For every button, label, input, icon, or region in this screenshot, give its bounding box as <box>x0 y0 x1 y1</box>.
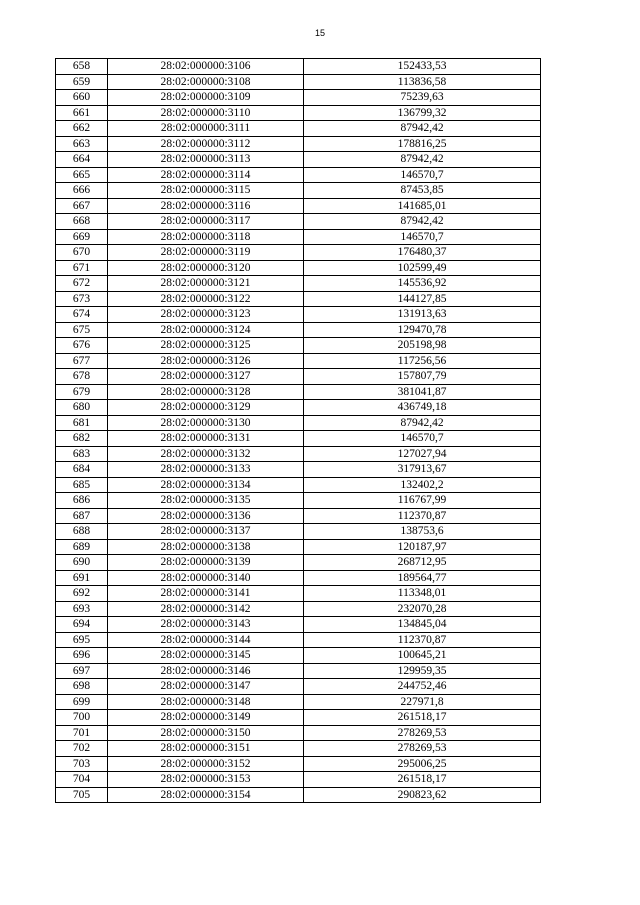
row-number-cell: 674 <box>56 307 108 323</box>
row-number-cell: 664 <box>56 152 108 168</box>
cadastral-number-cell: 28:02:000000:3132 <box>108 446 304 462</box>
cadastral-value-cell: 116767,99 <box>304 493 541 509</box>
cadastral-value-cell: 134845,04 <box>304 617 541 633</box>
cadastral-number-cell: 28:02:000000:3144 <box>108 632 304 648</box>
cadastral-value-cell: 146570,7 <box>304 167 541 183</box>
row-number-cell: 669 <box>56 229 108 245</box>
cadastral-number-cell: 28:02:000000:3108 <box>108 74 304 90</box>
cadastral-value-cell: 227971,8 <box>304 694 541 710</box>
cadastral-number-cell: 28:02:000000:3121 <box>108 276 304 292</box>
table-row <box>56 787 541 803</box>
row-number-cell: 663 <box>56 136 108 152</box>
cadastral-number-cell: 28:02:000000:3116 <box>108 198 304 214</box>
table-row <box>56 617 541 633</box>
cadastral-value-cell: 436749,18 <box>304 400 541 416</box>
table-row <box>56 198 541 214</box>
row-number-cell: 660 <box>56 90 108 106</box>
row-number-cell: 690 <box>56 555 108 571</box>
cadastral-number-cell: 28:02:000000:3134 <box>108 477 304 493</box>
cadastral-value-cell: 112370,87 <box>304 632 541 648</box>
row-number-cell: 680 <box>56 400 108 416</box>
cadastral-value-cell: 136799,32 <box>304 105 541 121</box>
table-row <box>56 214 541 230</box>
table-row <box>56 121 541 137</box>
table-row <box>56 400 541 416</box>
cadastral-value-cell: 87942,42 <box>304 152 541 168</box>
table-row <box>56 74 541 90</box>
cadastral-number-cell: 28:02:000000:3147 <box>108 679 304 695</box>
row-number-cell: 662 <box>56 121 108 137</box>
row-number-cell: 699 <box>56 694 108 710</box>
table-row <box>56 136 541 152</box>
cadastral-number-cell: 28:02:000000:3154 <box>108 787 304 803</box>
cadastral-number-cell: 28:02:000000:3113 <box>108 152 304 168</box>
cadastral-value-cell: 146570,7 <box>304 229 541 245</box>
row-number-cell: 685 <box>56 477 108 493</box>
row-number-cell: 678 <box>56 369 108 385</box>
cadastral-number-cell: 28:02:000000:3112 <box>108 136 304 152</box>
cadastral-value-cell: 131913,63 <box>304 307 541 323</box>
cadastral-number-cell: 28:02:000000:3109 <box>108 90 304 106</box>
cadastral-number-cell: 28:02:000000:3141 <box>108 586 304 602</box>
row-number-cell: 668 <box>56 214 108 230</box>
row-number-cell: 671 <box>56 260 108 276</box>
table-row <box>56 152 541 168</box>
row-number-cell: 670 <box>56 245 108 261</box>
table-row <box>56 353 541 369</box>
table-row <box>56 307 541 323</box>
row-number-cell: 688 <box>56 524 108 540</box>
cadastral-number-cell: 28:02:000000:3106 <box>108 59 304 75</box>
cadastral-value-cell: 268712,95 <box>304 555 541 571</box>
cadastral-value-cell: 278269,53 <box>304 725 541 741</box>
cadastral-number-cell: 28:02:000000:3129 <box>108 400 304 416</box>
row-number-cell: 679 <box>56 384 108 400</box>
table-row <box>56 508 541 524</box>
table-row <box>56 431 541 447</box>
cadastral-value-table <box>55 58 541 803</box>
cadastral-value-cell: 145536,92 <box>304 276 541 292</box>
cadastral-value-cell: 244752,46 <box>304 679 541 695</box>
cadastral-number-cell: 28:02:000000:3122 <box>108 291 304 307</box>
cadastral-number-cell: 28:02:000000:3143 <box>108 617 304 633</box>
cadastral-number-cell: 28:02:000000:3145 <box>108 648 304 664</box>
table-row <box>56 384 541 400</box>
row-number-cell: 672 <box>56 276 108 292</box>
cadastral-number-cell: 28:02:000000:3148 <box>108 694 304 710</box>
cadastral-value-cell: 144127,85 <box>304 291 541 307</box>
cadastral-value-cell: 290823,62 <box>304 787 541 803</box>
row-number-cell: 704 <box>56 772 108 788</box>
cadastral-number-cell: 28:02:000000:3118 <box>108 229 304 245</box>
cadastral-value-cell: 100645,21 <box>304 648 541 664</box>
cadastral-number-cell: 28:02:000000:3119 <box>108 245 304 261</box>
table-row <box>56 555 541 571</box>
row-number-cell: 705 <box>56 787 108 803</box>
row-number-cell: 677 <box>56 353 108 369</box>
row-number-cell: 693 <box>56 601 108 617</box>
row-number-cell: 666 <box>56 183 108 199</box>
table-row <box>56 477 541 493</box>
table-row <box>56 260 541 276</box>
table-row <box>56 415 541 431</box>
cadastral-value-cell: 117256,56 <box>304 353 541 369</box>
table-row <box>56 229 541 245</box>
cadastral-value-cell: 141685,01 <box>304 198 541 214</box>
table-row <box>56 105 541 121</box>
cadastral-value-cell: 75239,63 <box>304 90 541 106</box>
row-number-cell: 691 <box>56 570 108 586</box>
cadastral-value-cell: 278269,53 <box>304 741 541 757</box>
table-row <box>56 679 541 695</box>
cadastral-value-cell: 189564,77 <box>304 570 541 586</box>
table-row <box>56 59 541 75</box>
row-number-cell: 681 <box>56 415 108 431</box>
table-row <box>56 756 541 772</box>
cadastral-value-cell: 261518,17 <box>304 772 541 788</box>
table-row <box>56 601 541 617</box>
cadastral-number-cell: 28:02:000000:3151 <box>108 741 304 757</box>
row-number-cell: 673 <box>56 291 108 307</box>
table-row <box>56 322 541 338</box>
row-number-cell: 703 <box>56 756 108 772</box>
cadastral-value-cell: 176480,37 <box>304 245 541 261</box>
cadastral-value-cell: 112370,87 <box>304 508 541 524</box>
row-number-cell: 692 <box>56 586 108 602</box>
row-number-cell: 696 <box>56 648 108 664</box>
cadastral-number-cell: 28:02:000000:3153 <box>108 772 304 788</box>
cadastral-number-cell: 28:02:000000:3120 <box>108 260 304 276</box>
cadastral-value-cell: 152433,53 <box>304 59 541 75</box>
row-number-cell: 659 <box>56 74 108 90</box>
table-row <box>56 493 541 509</box>
table-row <box>56 710 541 726</box>
cadastral-value-cell: 87453,85 <box>304 183 541 199</box>
cadastral-number-cell: 28:02:000000:3117 <box>108 214 304 230</box>
cadastral-number-cell: 28:02:000000:3114 <box>108 167 304 183</box>
cadastral-number-cell: 28:02:000000:3115 <box>108 183 304 199</box>
cadastral-value-cell: 205198,98 <box>304 338 541 354</box>
cadastral-number-cell: 28:02:000000:3152 <box>108 756 304 772</box>
cadastral-number-cell: 28:02:000000:3149 <box>108 710 304 726</box>
cadastral-value-cell: 129470,78 <box>304 322 541 338</box>
cadastral-number-cell: 28:02:000000:3140 <box>108 570 304 586</box>
cadastral-number-cell: 28:02:000000:3128 <box>108 384 304 400</box>
cadastral-number-cell: 28:02:000000:3126 <box>108 353 304 369</box>
table-row <box>56 291 541 307</box>
cadastral-number-cell: 28:02:000000:3137 <box>108 524 304 540</box>
table-row <box>56 648 541 664</box>
cadastral-value-cell: 113836,58 <box>304 74 541 90</box>
row-number-cell: 665 <box>56 167 108 183</box>
cadastral-number-cell: 28:02:000000:3124 <box>108 322 304 338</box>
cadastral-value-cell: 102599,49 <box>304 260 541 276</box>
cadastral-number-cell: 28:02:000000:3150 <box>108 725 304 741</box>
row-number-cell: 701 <box>56 725 108 741</box>
cadastral-value-cell: 87942,42 <box>304 214 541 230</box>
cadastral-value-cell: 127027,94 <box>304 446 541 462</box>
cadastral-number-cell: 28:02:000000:3131 <box>108 431 304 447</box>
table-row <box>56 183 541 199</box>
cadastral-value-cell: 120187,97 <box>304 539 541 555</box>
table-row <box>56 167 541 183</box>
cadastral-value-cell: 261518,17 <box>304 710 541 726</box>
row-number-cell: 676 <box>56 338 108 354</box>
table-row <box>56 632 541 648</box>
row-number-cell: 658 <box>56 59 108 75</box>
cadastral-number-cell: 28:02:000000:3130 <box>108 415 304 431</box>
table-row <box>56 276 541 292</box>
cadastral-value-cell: 157807,79 <box>304 369 541 385</box>
table-row <box>56 369 541 385</box>
table-body <box>56 59 541 803</box>
cadastral-value-cell: 146570,7 <box>304 431 541 447</box>
cadastral-number-cell: 28:02:000000:3139 <box>108 555 304 571</box>
cadastral-value-cell: 295006,25 <box>304 756 541 772</box>
cadastral-value-cell: 87942,42 <box>304 415 541 431</box>
cadastral-number-cell: 28:02:000000:3110 <box>108 105 304 121</box>
table-row <box>56 772 541 788</box>
table-row <box>56 570 541 586</box>
row-number-cell: 694 <box>56 617 108 633</box>
table-row <box>56 725 541 741</box>
row-number-cell: 697 <box>56 663 108 679</box>
cadastral-number-cell: 28:02:000000:3133 <box>108 462 304 478</box>
cadastral-number-cell: 28:02:000000:3136 <box>108 508 304 524</box>
row-number-cell: 700 <box>56 710 108 726</box>
row-number-cell: 675 <box>56 322 108 338</box>
cadastral-value-cell: 232070,28 <box>304 601 541 617</box>
row-number-cell: 689 <box>56 539 108 555</box>
cadastral-value-cell: 129959,35 <box>304 663 541 679</box>
cadastral-number-cell: 28:02:000000:3111 <box>108 121 304 137</box>
cadastral-value-cell: 178816,25 <box>304 136 541 152</box>
cadastral-value-cell: 113348,01 <box>304 586 541 602</box>
cadastral-value-cell: 381041,87 <box>304 384 541 400</box>
table-row <box>56 663 541 679</box>
row-number-cell: 698 <box>56 679 108 695</box>
cadastral-value-cell: 132402,2 <box>304 477 541 493</box>
cadastral-number-cell: 28:02:000000:3123 <box>108 307 304 323</box>
row-number-cell: 684 <box>56 462 108 478</box>
table-row <box>56 741 541 757</box>
table-row <box>56 338 541 354</box>
cadastral-number-cell: 28:02:000000:3146 <box>108 663 304 679</box>
row-number-cell: 702 <box>56 741 108 757</box>
cadastral-number-cell: 28:02:000000:3142 <box>108 601 304 617</box>
row-number-cell: 686 <box>56 493 108 509</box>
table-row <box>56 539 541 555</box>
row-number-cell: 695 <box>56 632 108 648</box>
table-row <box>56 90 541 106</box>
row-number-cell: 683 <box>56 446 108 462</box>
table-row <box>56 462 541 478</box>
table-row <box>56 586 541 602</box>
cadastral-value-cell: 138753,6 <box>304 524 541 540</box>
row-number-cell: 687 <box>56 508 108 524</box>
cadastral-number-cell: 28:02:000000:3135 <box>108 493 304 509</box>
page-number: 15 <box>314 28 325 38</box>
table-row <box>56 524 541 540</box>
row-number-cell: 661 <box>56 105 108 121</box>
table-row <box>56 245 541 261</box>
cadastral-number-cell: 28:02:000000:3138 <box>108 539 304 555</box>
cadastral-value-cell: 317913,67 <box>304 462 541 478</box>
table-row <box>56 446 541 462</box>
table-row <box>56 694 541 710</box>
cadastral-value-cell: 87942,42 <box>304 121 541 137</box>
cadastral-number-cell: 28:02:000000:3125 <box>108 338 304 354</box>
row-number-cell: 667 <box>56 198 108 214</box>
cadastral-number-cell: 28:02:000000:3127 <box>108 369 304 385</box>
row-number-cell: 682 <box>56 431 108 447</box>
